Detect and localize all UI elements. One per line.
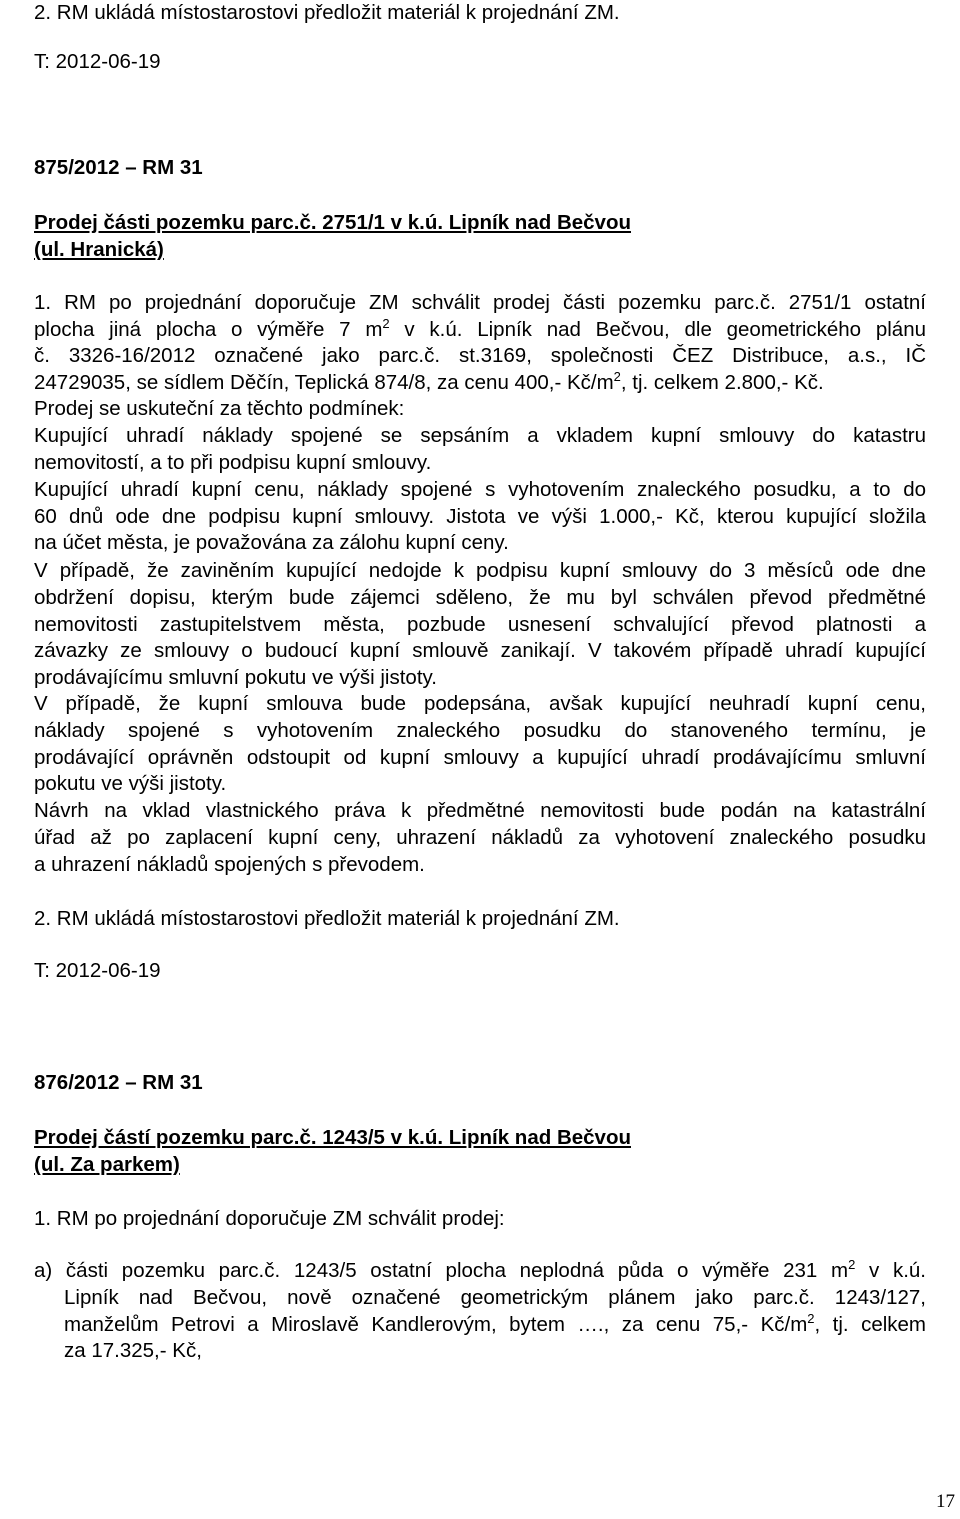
conditions-intro: Prodej se uskuteční za těchto podmínek:: [34, 397, 405, 420]
resolution-875-item2: 2. RM ukládá místostarostovi předložit materiál k projednání ZM.: [34, 907, 620, 930]
resolution-875-number: 875/2012 – RM 31: [34, 156, 203, 179]
item-a-line3: manželům Petrovi a Miroslavě Kandlerovým, bytem …., za cenu 75,- $Kč/m^2$, tj. celkem: [64, 1311, 926, 1336]
condition-1-line2: nemovitostí, a to při podpisu kupní smlouvy.: [34, 451, 432, 474]
resolution-876-title-line1: Prodej částí pozemku parc.č. 1243/5 v k.ú. Lipník nad Bečvou: [34, 1126, 631, 1149]
condition-3-line1: V případě, že zaviněním kupující nedojde k podpisu kupní smlouvy do 3 měsíců ode dne: [34, 559, 926, 582]
condition-3-line3: nemovitosti zastupitelstvem města, pozbude usnesení schvalující převod platnosti a: [34, 613, 926, 636]
resolution-876-number: 876/2012 – RM 31: [34, 1071, 203, 1094]
resolution-875-title-line2: (ul. Hranická): [34, 238, 164, 261]
condition-2-line3: na účet města, je považována za zálohu kupní ceny.: [34, 531, 509, 554]
resolution-875-item1-line2: plocha jiná plocha o výměře 7 $m^2$ v k.ú. Lipník nad Bečvou, dle geometrického plánu: [34, 316, 926, 341]
resolution-875-item1-line4: 24729035, se sídlem Děčín, Teplická 874/8, za cenu 400,- $Kč/m^2$, tj. celkem 2.800,- Kč.: [34, 369, 824, 394]
resolution-876-title-line2: (ul. Za parkem): [34, 1153, 180, 1176]
condition-4-line4: pokutu ve výši jistoty.: [34, 772, 227, 795]
condition-4-line2: náklady spojené s vyhotovením znaleckého posudku do stanoveného termínu, je: [34, 719, 926, 742]
item-a-line1: a) části pozemku parc.č. 1243/5 ostatní plocha neplodná půda o výměře 231 $m^2$ v k.ú.: [34, 1257, 927, 1282]
condition-4-line1: V případě, že kupní smlouva bude podepsána, avšak kupující neuhradí kupní cenu,: [34, 692, 926, 715]
condition-5-line3: a uhrazení nákladů spojených s převodem.: [34, 853, 425, 876]
resolution-875-title-line1: Prodej části pozemku parc.č. 2751/1 v k.ú. Lipník nad Bečvou: [34, 211, 631, 234]
condition-5-line1: Návrh na vklad vlastnického práva k předmětné nemovitosti bude podán na katastrální: [34, 799, 926, 822]
task-item-2-top: 2. RM ukládá místostarostovi předložit materiál k projednání ZM.: [34, 1, 620, 24]
item-a-line4: za 17.325,- Kč,: [64, 1339, 202, 1362]
condition-2-line2: 60 dnů ode dne podpisu kupní smlouvy. Jistota ve výši 1.000,- Kč, kterou kupující složila: [34, 505, 926, 528]
condition-3-line4: závazky ze smlouvy o budoucí kupní smlouvě zanikají. V takovém případě uhradí kupující: [34, 639, 926, 662]
condition-3-line5: prodávajícímu smluvní pokutu ve výši jistoty.: [34, 666, 437, 689]
item-a-line2: Lipník nad Bečvou, nově označené geometrickým plánem jako parc.č. 1243/127,: [64, 1286, 926, 1309]
deadline-top: T: 2012-06-19: [34, 50, 161, 73]
condition-4-line3: prodávající oprávněn odstoupit od kupní smlouvy a kupující uhradí prodávajícímu smluvní: [34, 746, 926, 769]
condition-2-line1: Kupující uhradí kupní cenu, náklady spojené s vyhotovením znaleckého posudku, a to do: [34, 478, 926, 501]
resolution-876-item1: 1. RM po projednání doporučuje ZM schválit prodej:: [34, 1207, 505, 1230]
page-number: 17: [936, 1491, 955, 1512]
condition-5-line2: úřad až po zaplacení kupní ceny, uhrazení nákladů za vyhotovení znaleckého posudku: [34, 826, 926, 849]
condition-3-line2: obdržení dopisu, kterým bude zájemci sděleno, že mu byl schválen převod předmětné: [34, 586, 926, 609]
condition-1-line1: Kupující uhradí náklady spojené se sepsáním a vkladem kupní smlouvy do katastru: [34, 424, 926, 447]
resolution-875-deadline: T: 2012-06-19: [34, 959, 161, 982]
resolution-875-item1-line1: 1. RM po projednání doporučuje ZM schválit prodej části pozemku parc.č. 2751/1 ostatní: [34, 291, 926, 314]
resolution-875-item1-line3: č. 3326-16/2012 označené jako parc.č. st.3169, společnosti ČEZ Distribuce, a.s., IČ: [34, 344, 926, 367]
